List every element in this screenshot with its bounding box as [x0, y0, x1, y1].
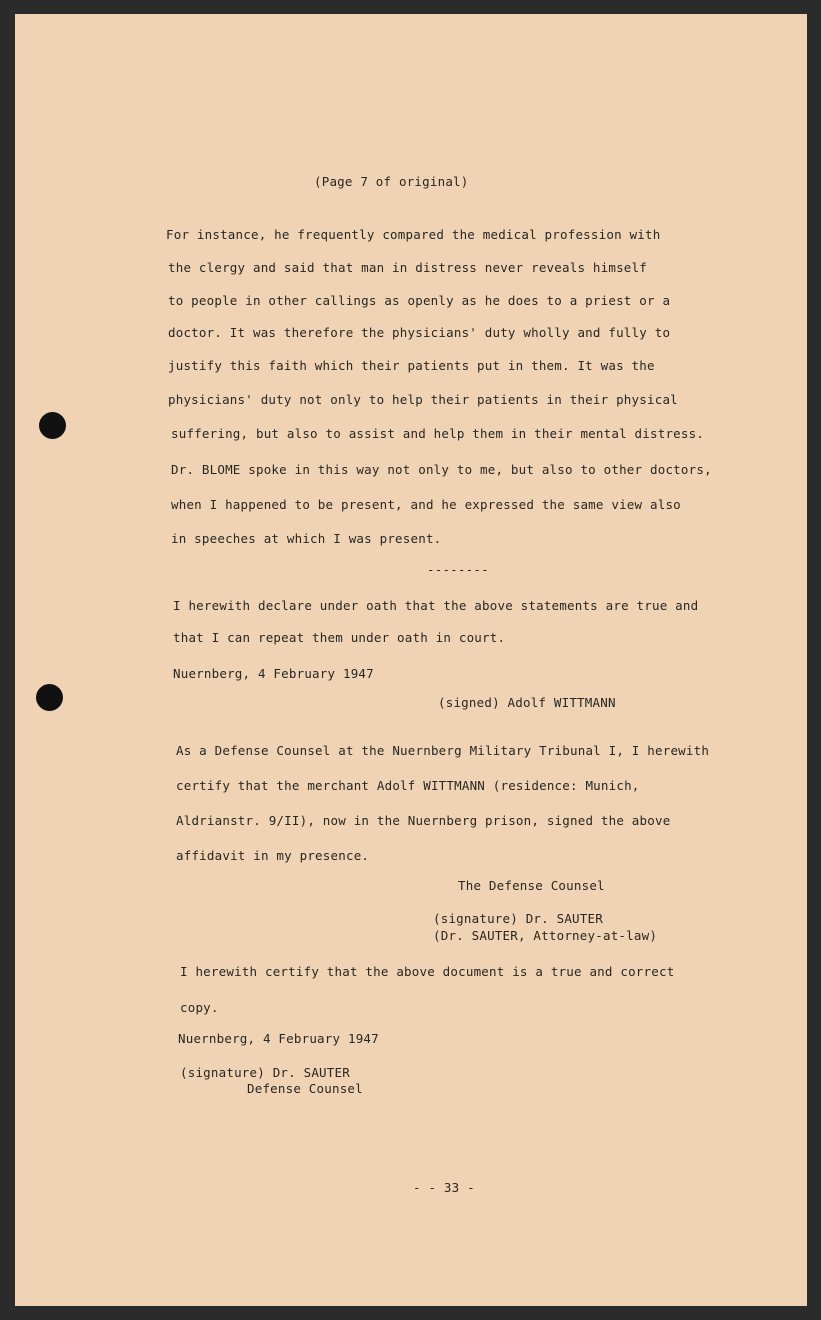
oath-place-date: Nuernberg, 4 February 1947: [173, 666, 374, 681]
counsel-name: (Dr. SAUTER, Attorney-at-law): [433, 928, 658, 943]
separator: --------: [427, 562, 489, 577]
oath-signature: (signed) Adolf WITTMANN: [438, 695, 616, 710]
certification-line: affidavit in my presence.: [176, 848, 370, 863]
copy-role: Defense Counsel: [247, 1081, 363, 1096]
paragraph-line: physicians' duty not only to help their patients in their physical: [168, 392, 678, 407]
paragraph-line: the clergy and said that man in distress never reveals himself: [168, 260, 647, 275]
copy-cert-line: I herewith certify that the above document is a true and correct: [180, 964, 675, 979]
copy-cert-line: copy.: [180, 1000, 219, 1015]
paragraph-line: to people in other callings as openly as he does to a priest or a: [168, 293, 671, 308]
punch-hole-bottom: [36, 684, 63, 711]
paragraph-line: in speeches at which I was present.: [171, 531, 442, 546]
page-number: - - 33 -: [413, 1180, 475, 1195]
document-page: [15, 14, 807, 1306]
paragraph-line: doctor. It was therefore the physicians' duty wholly and fully to: [168, 325, 671, 340]
certification-line: certify that the merchant Adolf WITTMANN (residence: Munich,: [176, 778, 640, 793]
paragraph-line: For instance, he frequently compared the medical profession with: [166, 227, 661, 242]
punch-hole-top: [39, 412, 66, 439]
certification-line: As a Defense Counsel at the Nuernberg Military Tribunal I, I herewith: [176, 743, 710, 758]
paragraph-line: justify this faith which their patients put in them. It was the: [168, 358, 655, 373]
paragraph-line: suffering, but also to assist and help them in their mental distress.: [171, 426, 705, 441]
certification-line: Aldrianstr. 9/II), now in the Nuernberg prison, signed the above: [176, 813, 671, 828]
counsel-signature: (signature) Dr. SAUTER: [433, 911, 603, 926]
copy-signature: (signature) Dr. SAUTER: [180, 1065, 350, 1080]
paragraph-line: Dr. BLOME spoke in this way not only to me, but also to other doctors,: [171, 462, 712, 477]
counsel-title: The Defense Counsel: [458, 878, 605, 893]
oath-line: that I can repeat them under oath in court.: [173, 630, 506, 645]
paragraph-line: when I happened to be present, and he expressed the same view also: [171, 497, 681, 512]
copy-place-date: Nuernberg, 4 February 1947: [178, 1031, 379, 1046]
page-reference: (Page 7 of original): [314, 174, 469, 189]
oath-line: I herewith declare under oath that the above statements are true and: [173, 598, 699, 613]
